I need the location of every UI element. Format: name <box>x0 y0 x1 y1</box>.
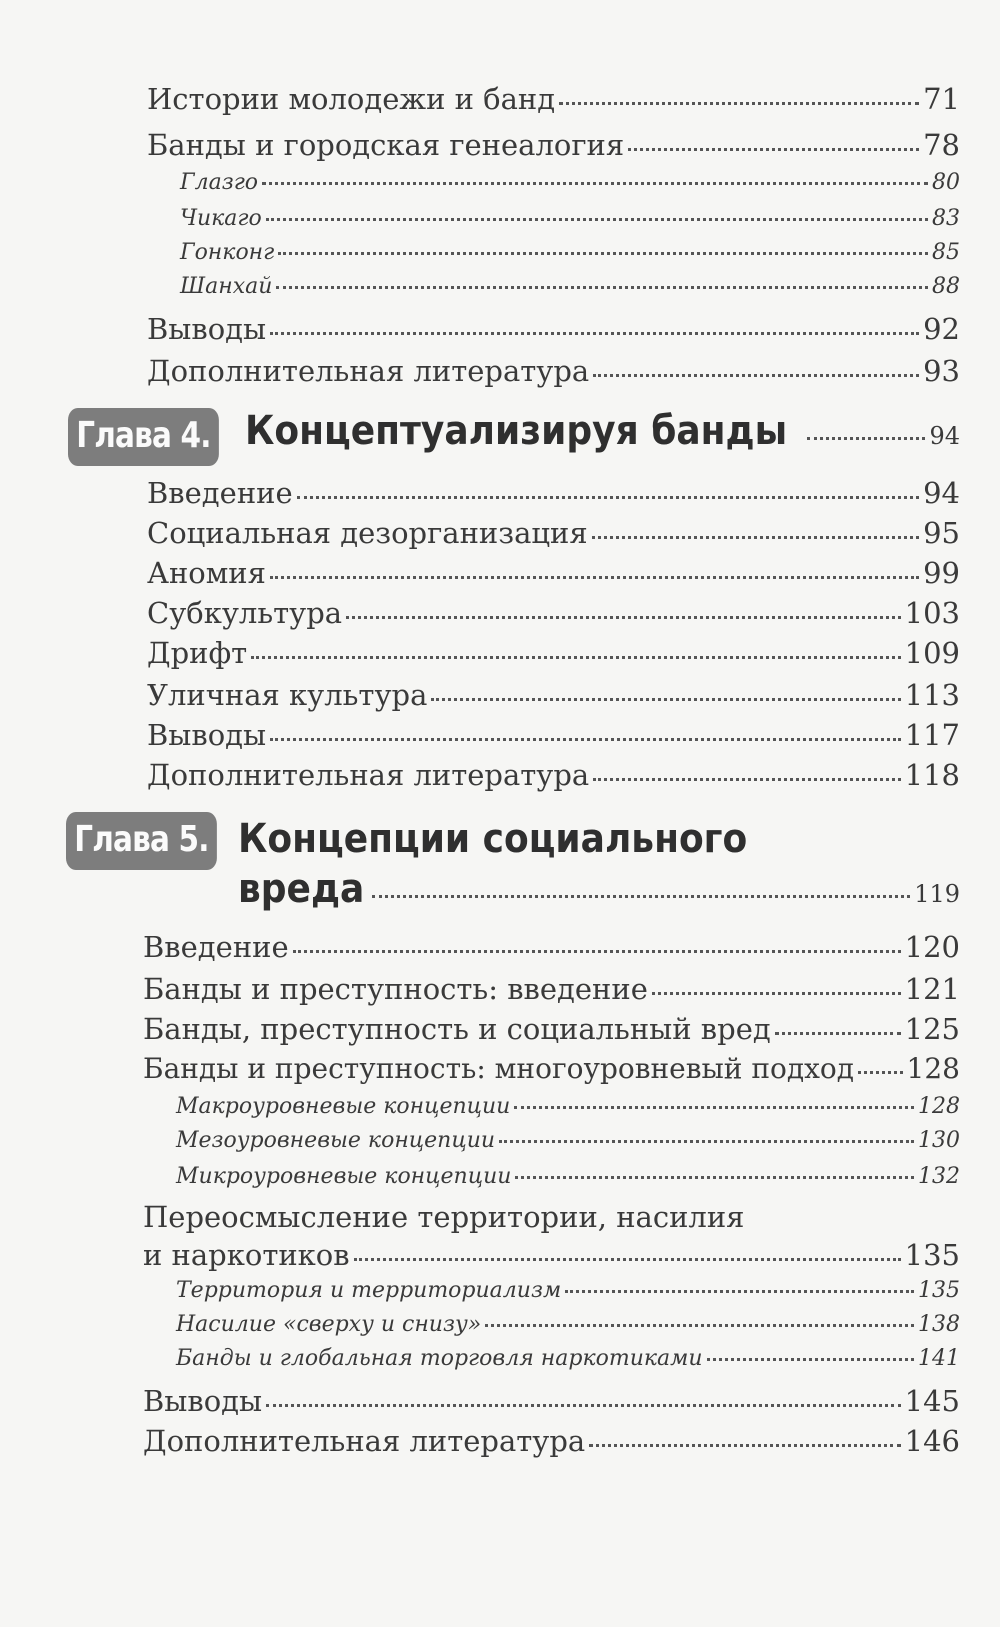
chapter-4-title: Концептуализируя банды <box>245 408 788 454</box>
toc-entry[interactable] <box>147 556 960 596</box>
toc-subentry-page: 132 <box>918 1164 960 1189</box>
leader-dots <box>485 1323 914 1327</box>
toc-entry-line1[interactable] <box>143 1200 960 1240</box>
chapter-4-heading[interactable] <box>245 408 960 464</box>
toc-subentry-label: Банды и глобальная торговля наркотиками <box>176 1346 703 1371</box>
toc-subentry-label: Насилие «сверху и снизу» <box>176 1312 482 1337</box>
toc-entry-label: Аномия <box>147 556 266 590</box>
toc-entry[interactable] <box>147 678 960 718</box>
leader-dots <box>372 894 910 898</box>
toc-subentry-label: Чикаго <box>180 206 262 231</box>
toc-entry-page: 146 <box>904 1424 960 1458</box>
toc-entry[interactable] <box>143 1052 960 1092</box>
toc-entry-label: Введение <box>143 930 289 964</box>
toc-entry-label: Выводы <box>147 312 267 346</box>
toc-entry-page: 93 <box>923 354 960 388</box>
leader-dots <box>266 1403 901 1407</box>
leader-dots <box>514 1105 914 1109</box>
toc-entry[interactable] <box>147 636 960 676</box>
toc-entry-page: 92 <box>923 312 960 346</box>
leader-dots <box>515 1175 914 1179</box>
toc-entry-page: 135 <box>904 1238 960 1272</box>
toc-subentry[interactable] <box>176 1094 960 1128</box>
toc-entry-label: Банды и городская генеалогия <box>147 128 625 162</box>
toc-entry-label: Уличная культура <box>147 678 428 712</box>
leader-dots <box>628 147 919 151</box>
toc-entry-label: Банды и преступность: многоуровневый подход <box>143 1052 854 1085</box>
toc-entry-label: Дополнительная литература <box>143 1424 586 1458</box>
toc-entry-page: 99 <box>923 556 960 590</box>
leader-dots <box>858 1070 903 1074</box>
toc-subentry[interactable] <box>176 1128 960 1162</box>
leader-dots <box>354 1257 901 1261</box>
toc-entry-label: и наркотиков <box>143 1238 350 1272</box>
toc-entry-page: 95 <box>923 516 960 550</box>
toc-subentry-page: 128 <box>918 1094 960 1119</box>
leader-dots <box>565 1289 914 1293</box>
toc-entry-page: 145 <box>904 1384 960 1418</box>
toc-subentry-page: 141 <box>918 1346 960 1371</box>
toc-entry[interactable] <box>147 516 960 556</box>
toc-entry-page: 78 <box>923 128 960 162</box>
toc-entry[interactable] <box>147 128 960 168</box>
toc-entry-label: Введение <box>147 476 293 510</box>
leader-dots <box>278 251 928 255</box>
toc-subentry-page: 135 <box>918 1278 960 1303</box>
toc-entry-label: Дополнительная литература <box>147 758 590 792</box>
toc-subentry[interactable] <box>176 1346 960 1380</box>
toc-entry[interactable] <box>143 1384 960 1424</box>
toc-subentry-label: Гонконг <box>180 240 275 265</box>
toc-entry[interactable] <box>143 930 960 970</box>
toc-subentry-label: Макроуровневые концепции <box>176 1094 511 1119</box>
toc-subentry[interactable] <box>176 1164 960 1198</box>
toc-entry[interactable] <box>147 312 960 352</box>
leader-dots <box>589 1443 900 1447</box>
leader-dots <box>270 331 919 335</box>
toc-subentry[interactable] <box>180 274 960 308</box>
toc-entry[interactable] <box>147 718 960 758</box>
toc-entry-label: Выводы <box>143 1384 263 1418</box>
toc-entry-page: 109 <box>904 636 960 670</box>
toc-entry-label: Банды, преступность и социальный вред <box>143 1012 771 1046</box>
toc-entry[interactable] <box>143 1424 960 1464</box>
leader-dots <box>297 495 919 499</box>
toc-entry-page: 120 <box>904 930 960 964</box>
leader-dots <box>251 655 900 659</box>
leader-dots <box>266 217 928 221</box>
toc-subentry[interactable] <box>176 1312 960 1346</box>
leader-dots <box>593 373 919 377</box>
toc-entry[interactable] <box>147 596 960 636</box>
leader-dots <box>270 575 919 579</box>
chapter-5-badge: Глава 5. <box>66 812 217 870</box>
toc-entry-page: 128 <box>906 1052 960 1085</box>
chapter-4-badge: Глава 4. <box>68 408 219 466</box>
leader-dots <box>652 991 901 995</box>
toc-entry-label: Субкультура <box>147 596 343 630</box>
toc-entry-label: Социальная дезорганизация <box>147 516 588 550</box>
toc-subentry-page: 83 <box>932 206 960 231</box>
toc-subentry[interactable] <box>180 240 960 274</box>
toc-entry[interactable] <box>147 354 960 394</box>
toc-entry[interactable] <box>147 82 960 122</box>
leader-dots <box>593 777 900 781</box>
toc-subentry-label: Мезоуровневые концепции <box>176 1128 496 1153</box>
toc-subentry-label: Территория и территориализм <box>176 1278 562 1303</box>
leader-dots <box>276 285 928 289</box>
toc-subentry-label: Микроуровневые концепции <box>176 1164 512 1189</box>
toc-entry-label: Дрифт <box>147 636 248 670</box>
toc-entry-page: 118 <box>904 758 960 792</box>
leader-dots <box>293 949 901 953</box>
toc-entry-label: Банды и преступность: введение <box>143 972 648 1006</box>
toc-subentry-label: Глазго <box>180 170 259 195</box>
toc-subentry[interactable] <box>180 170 960 204</box>
leader-dots <box>431 697 900 701</box>
toc-entry-page: 113 <box>904 678 960 712</box>
toc-entry[interactable] <box>147 476 960 516</box>
chapter-4-page: 94 <box>929 422 960 450</box>
chapter-5-page: 119 <box>914 880 960 908</box>
leader-dots <box>499 1139 914 1143</box>
toc-entry[interactable] <box>143 972 960 1012</box>
toc-subentry[interactable] <box>176 1278 960 1312</box>
toc-entry-page: 125 <box>904 1012 960 1046</box>
chapter-5-title-line2: вреда <box>238 866 365 912</box>
toc-subentry-label: Шанхай <box>180 274 273 299</box>
toc-subentry-page: 85 <box>932 240 960 265</box>
chapter-5-heading[interactable] <box>238 866 960 922</box>
toc-entry-page: 121 <box>904 972 960 1006</box>
leader-dots <box>775 1031 901 1035</box>
chapter-5-title-line1: Концепции социального <box>238 816 748 862</box>
toc-entry-label: Выводы <box>147 718 267 752</box>
toc-entry-label: Истории молодежи и банд <box>147 82 556 116</box>
toc-entry[interactable] <box>143 1238 960 1278</box>
leader-dots <box>559 101 919 105</box>
toc-entry-page: 117 <box>904 718 960 752</box>
leader-dots <box>592 535 919 539</box>
leader-dots <box>707 1357 914 1361</box>
toc-entry-page: 103 <box>904 596 960 630</box>
toc-subentry-page: 138 <box>918 1312 960 1337</box>
toc-entry-label: Переосмысление территории, насилия <box>143 1200 745 1234</box>
leader-dots <box>807 436 925 440</box>
toc-subentry-page: 80 <box>932 170 960 195</box>
toc-entry[interactable] <box>147 758 960 798</box>
toc-entry-page: 71 <box>923 82 960 116</box>
toc-subentry[interactable] <box>180 206 960 240</box>
toc-subentry-page: 130 <box>918 1128 960 1153</box>
leader-dots <box>346 615 901 619</box>
toc-entry[interactable] <box>143 1012 960 1052</box>
toc-subentry-page: 88 <box>932 274 960 299</box>
leader-dots <box>262 181 928 185</box>
toc-entry-label: Дополнительная литература <box>147 354 590 388</box>
leader-dots <box>270 737 901 741</box>
toc-entry-page: 94 <box>923 476 960 510</box>
